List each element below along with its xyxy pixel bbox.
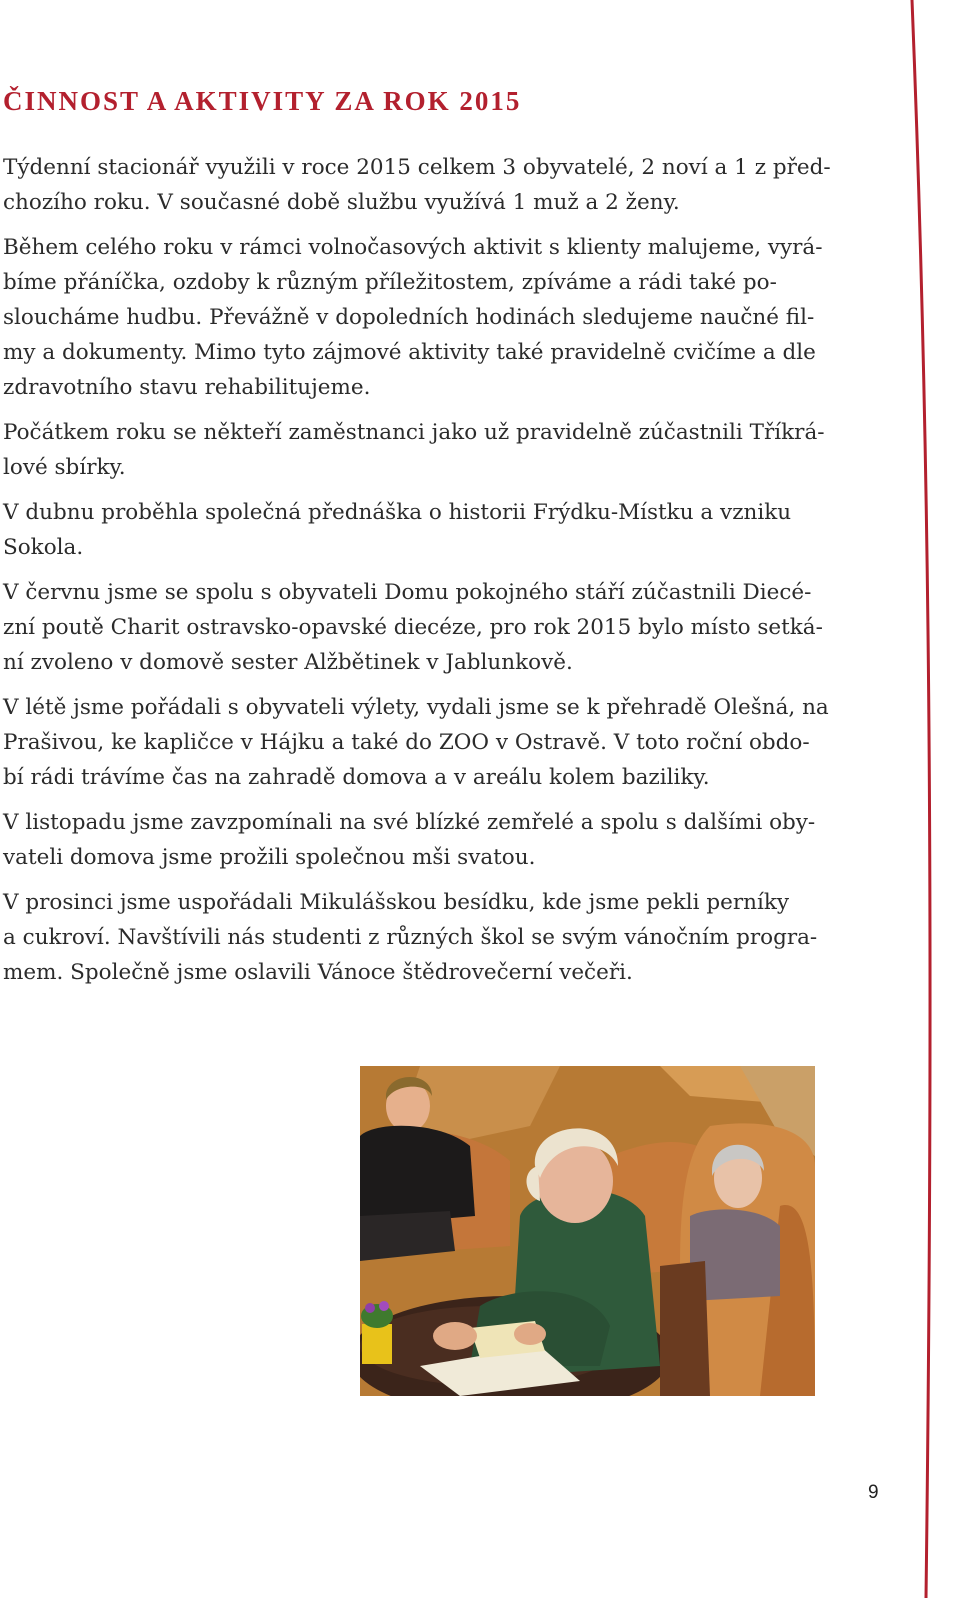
text-line: Sokola. xyxy=(3,535,84,560)
text-line: ní zvoleno v domově sester Alžbětinek v Jablunkově. xyxy=(3,650,573,675)
text-line: V listopadu jsme zavzpomínali na své blízké zemřelé a spolu s dalšími oby- xyxy=(3,810,816,835)
body-text xyxy=(3,150,888,1000)
paragraph xyxy=(3,805,888,875)
text-line: V létě jsme pořádali s obyvateli výlety, vydali jsme se k přehradě Olešná, na xyxy=(3,695,829,720)
text-line: V dubnu proběhla společná přednáška o historii Frýdku-Místku a vzniku xyxy=(3,500,792,525)
text-line: vateli domova jsme prožili společnou mši svatou. xyxy=(3,845,536,870)
section-heading: ČINNOST A AKTIVITY ZA ROK 2015 xyxy=(3,86,522,116)
paragraph xyxy=(3,575,888,680)
text-line: chozího roku. V současné době službu využívá 1 muž a 2 ženy. xyxy=(3,190,680,215)
text-line: zdravotního stavu rehabilitujeme. xyxy=(3,375,371,400)
text-line: my a dokumenty. Mimo tyto zájmové aktivity také pravidelně cvičíme a dle xyxy=(3,340,816,365)
paragraph xyxy=(3,230,888,405)
text-line: lové sbírky. xyxy=(3,455,126,480)
text-line: bíme přáníčka, ozdoby k různým příležitostem, zpíváme a rádi také po- xyxy=(3,270,777,295)
text-line: Během celého roku v rámci volnočasových aktivit s klienty malujeme, vyrá- xyxy=(3,235,823,260)
text-line: Počátkem roku se někteří zaměstnanci jako už pravidelně zúčastnili Tříkrá- xyxy=(3,420,825,445)
paragraph xyxy=(3,415,888,485)
paragraph xyxy=(3,690,888,795)
red-border-line xyxy=(912,0,930,1598)
text-line: mem. Společně jsme oslavili Vánoce štědrovečerní večeři. xyxy=(3,960,633,985)
page-number: 9 xyxy=(868,1482,879,1503)
text-line: V prosinci jsme uspořádali Mikulášskou besídku, kde jsme pekli perníky xyxy=(3,890,789,915)
text-line: bí rádi trávíme čas na zahradě domova a v areálu kolem baziliky. xyxy=(3,765,710,790)
paragraph xyxy=(3,495,888,565)
paragraph xyxy=(3,885,888,990)
text-line: sloucháme hudbu. Převážně v dopoledních hodinách sledujeme naučné fil- xyxy=(3,305,815,330)
text-line: V červnu jsme se spolu s obyvateli Domu pokojného stáří zúčastnili Diecé- xyxy=(3,580,812,605)
text-line: a cukroví. Navštívili nás studenti z různých škol se svým vánočním progra- xyxy=(3,925,818,950)
text-line: zní poutě Charit ostravsko-opavské diecéze, pro rok 2015 bylo místo setká- xyxy=(3,615,823,640)
paragraph xyxy=(3,150,888,220)
text-line: Prašivou, ke kapličce v Hájku a také do ZOO v Ostravě. V toto roční obdo- xyxy=(3,730,810,755)
activity-photo xyxy=(360,1066,815,1396)
text-line: Týdenní stacionář využili v roce 2015 celkem 3 obyvatelé, 2 noví a 1 z před- xyxy=(3,155,831,180)
